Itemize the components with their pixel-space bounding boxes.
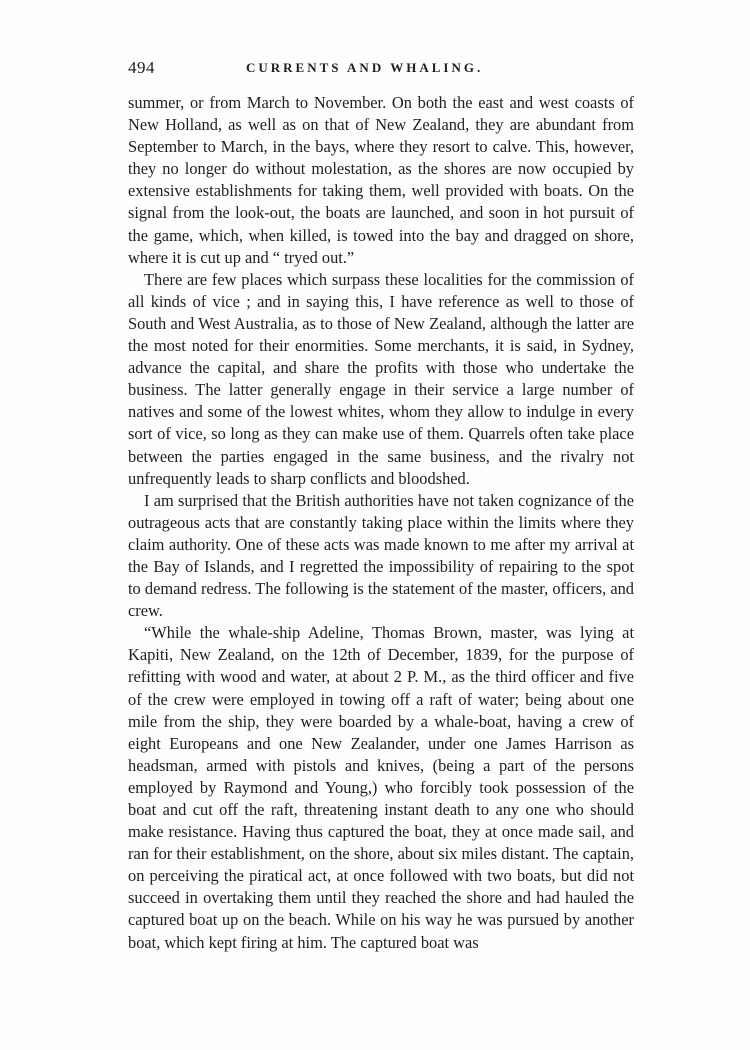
- page-body: [128, 92, 634, 954]
- page-header: [128, 58, 628, 82]
- paragraph-vice: There are few places which surpass these localities for the commission of all kinds of vice ; and in saying this, I have reference as well to those of South and West Australia, as to those of New Zealand, although the latter are the most noted for their enormities. Some merchants, it is said, in Sydney, advance the capital, and share the profits with those who undertake the business. The latter generally engage in their service a large number of natives and some of the lowest whites, whom they allow to indulge in every sort of vice, so long as they can make use of them. Quarrels often take place between the parties engaged in the same business, and the rivalry not unfrequently leads to sharp conflicts and bloodshed.: [128, 269, 634, 488]
- paragraph-authorities: I am surprised that the British authorities have not taken cognizance of the outrageous acts that are constantly taking place within the limits where they claim authority. One of these acts was made known to me after my arrival at the Bay of Islands, and I regretted the impossibility of repairing to the spot to demand redress. The following is the statement of the master, officers, and crew.: [128, 490, 634, 621]
- paragraph-statement: “While the whale-ship Adeline, Thomas Brown, master, was lying at Kapiti, New Zealand, on the 12th of December, 1839, for the purpose of refitting with wood and water, at about 2 P. M., as the third officer and five of the crew were employed in towing off a raft of water; being about one mile from the ship, they were boarded by a whale-boat, having a crew of eight Europeans and one New Zealander, under one James Harrison as headsman, armed with pistols and knives, (being a part of the persons employed by Raymond and Young,) who forcibly took possession of the boat and cut off the raft, threatening instant death to any one who should make resistance. Having thus captured the boat, they at once made sail, and ran for their establishment, on the shore, about six miles distant. The captain, on perceiving the piratical act, at once followed with two boats, but did not succeed in overtaking them until they reached the shore and had hauled the captured boat up on the beach. While on his way he was pursued by another boat, which kept firing at him. The captured boat was: [128, 623, 634, 952]
- page-number: 494: [128, 58, 155, 77]
- paragraph-continued: summer, or from March to November. On both the east and west coasts of New Holland, as well as on that of New Zealand, they are abundant from September to March, in the bays, where they resort to calve. This, however, they no longer do without molestation, as the shores are now occupied by extensive establishments for taking them, well provided with boats. On the signal from the look-out, the boats are launched, and soon in hot pursuit of the game, which, when killed, is towed into the bay and dragged on shore, where it is cut up and “ tryed out.”: [128, 93, 634, 267]
- running-head: CURRENTS AND WHALING.: [246, 60, 484, 75]
